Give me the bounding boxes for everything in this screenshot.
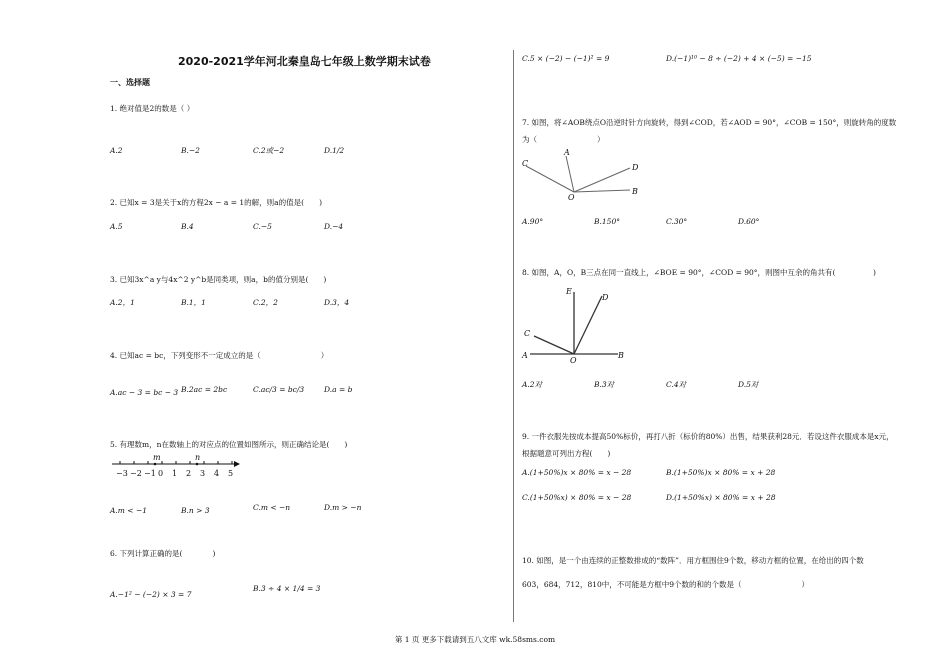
q2-option-b: B.4 — [181, 222, 194, 231]
q8-option-b: B.3对 — [594, 380, 615, 389]
q7-option-a: A.90° — [522, 217, 544, 226]
label-c: C — [522, 159, 529, 168]
point-n — [196, 463, 199, 466]
q9-option-a: A.(1+50%)x × 80% = x − 28 — [522, 468, 632, 477]
rotation-angle-figure — [520, 146, 650, 202]
label-c: C — [524, 329, 531, 338]
label-o: O — [568, 193, 575, 202]
q6-option-d: D.(−1)¹⁰ − 8 ÷ (−2) + 4 × (−5) = −15 — [666, 54, 812, 63]
q4-option-d: D.a = b — [324, 385, 353, 394]
point-m — [154, 463, 157, 466]
axis-tick-label: 2 — [186, 469, 192, 478]
q5-option-c: C.m < −n — [253, 503, 291, 512]
question-5: 5. 有理数m，n在数轴上的对应点的位置如图所示，则正确结论是( ) — [110, 440, 348, 449]
q6-option-a: A.−1² − (−2) × 3 = 7 — [110, 590, 192, 599]
label-d: D — [632, 163, 639, 172]
q1-option-d: D.1/2 — [324, 146, 345, 155]
number-line-arrow — [234, 461, 240, 467]
label-o: O — [570, 356, 577, 365]
q7-option-c: C.30° — [666, 217, 688, 226]
question-6: 6. 下列计算正确的是( ) — [110, 549, 216, 558]
ray-od — [574, 168, 630, 192]
q1-option-c: C.2或−2 — [253, 146, 285, 155]
question-4: 4. 已知ac = bc，下列变形不一定成立的是（ ） — [110, 351, 329, 360]
question-1: 1. 绝对值是2的数是（ ） — [110, 104, 195, 113]
ray-oc — [534, 336, 574, 354]
q7-option-b: B.150° — [594, 217, 620, 226]
page-footer: 第 1 页 更多下载请到五八文库 wk.58sms.com — [394, 635, 556, 644]
q1-option-b: B.−2 — [181, 146, 200, 155]
axis-tick-label: 4 — [214, 469, 220, 478]
question-3: 3. 已知3x^a y与4x^2 y^b是同类项，则a，b的值分别是( ) — [110, 275, 327, 284]
ray-ob — [574, 190, 630, 192]
q4-option-a: A.ac − 3 = bc − 3 — [110, 388, 179, 397]
q5-option-a: A.m < −1 — [110, 506, 148, 515]
q6-option-b: B.3 ÷ 4 × 1/4 = 3 — [253, 584, 321, 593]
question-10-line-1: 10. 如图，是一个由连续的正整数排成的“数阵”．用方框围住9个数，移动方框的位置，在给出的四个数 — [522, 556, 864, 565]
question-9-line-1: 9. 一件衣服先按成本提高50%标价，再打八折（标价的80%）出售，结果获利28元．若设这件衣服成本是x元， — [522, 432, 894, 441]
label-a: A — [564, 148, 570, 157]
q5-option-b: B.n > 3 — [181, 506, 210, 515]
page-title: 2020-2021学年河北秦皇岛七年级上数学期末试卷 — [178, 55, 431, 68]
q6-option-c: C.5 × (−2) − (−1)² = 9 — [522, 54, 610, 63]
axis-tick-label: 3 — [200, 469, 206, 478]
question-7-line-2: 为（ ） — [522, 135, 605, 144]
q2-option-c: C.−5 — [253, 222, 272, 231]
question-9-line-2: 根据题意可列出方程( ) — [522, 449, 611, 458]
axis-tick-label: 0 — [158, 469, 164, 478]
q8-option-d: D.5对 — [738, 380, 759, 389]
section-heading: 一、选择题 — [110, 78, 150, 87]
q5-option-d: D.m > −n — [324, 503, 362, 512]
question-2: 2. 已知x = 3是关于x的方程2x − a = 1的解，则a的值是( ) — [110, 198, 322, 207]
question-8: 8. 如图，A，O，B三点在同一直线上，∠BOE = 90°，∠COD = 90°，则图中互余的角共有( ) — [522, 268, 876, 277]
complementary-angles-figure — [522, 284, 632, 364]
q3-option-a: A.2，1 — [110, 298, 135, 307]
question-10-line-2: 603，684，712，810中，不可能是方框中9个数的和的个数是（ ） — [522, 580, 810, 589]
q3-option-c: C.2，2 — [253, 298, 278, 307]
q4-option-c: C.ac/3 = bc/3 — [253, 385, 305, 394]
point-label-n: n — [195, 453, 201, 462]
q2-option-d: D.−4 — [324, 222, 344, 231]
column-divider — [513, 50, 514, 622]
q4-option-b: B.2ac = 2bc — [181, 385, 228, 394]
label-b: B — [618, 351, 624, 360]
label-d: D — [602, 293, 609, 302]
q7-option-d: D.60° — [738, 217, 760, 226]
axis-tick-label: 1 — [172, 469, 178, 478]
label-b: B — [632, 187, 638, 196]
ray-od — [574, 296, 602, 354]
axis-tick-label: 5 — [228, 469, 234, 478]
axis-tick-label: −1 — [144, 469, 156, 478]
ray-oa — [566, 156, 574, 192]
axis-tick-label: −2 — [130, 469, 142, 478]
q8-option-c: C.4对 — [666, 380, 687, 389]
q3-option-d: D.3，4 — [324, 298, 350, 307]
number-line-figure — [112, 453, 242, 480]
label-a: A — [522, 351, 528, 360]
question-7-line-1: 7. 如图，将∠AOB绕点O沿逆时针方向旋转，得到∠COD，若∠AOD = 90°，∠COB = 150°，则旋转角的度数 — [522, 118, 897, 127]
q9-option-c: C.(1+50%x) × 80% = x − 28 — [522, 493, 632, 502]
ray-oc — [526, 166, 574, 192]
q3-option-b: B.1，1 — [181, 298, 206, 307]
q9-option-b: B.(1+50%)x × 80% = x + 28 — [666, 468, 776, 477]
q2-option-a: A.5 — [110, 222, 123, 231]
point-label-m: m — [153, 453, 161, 462]
label-e: E — [566, 287, 572, 296]
axis-tick-label: −3 — [116, 469, 128, 478]
q9-option-d: D.(1+50%x) × 80% = x + 28 — [666, 493, 776, 502]
q8-option-a: A.2对 — [522, 380, 543, 389]
q1-option-a: A.2 — [110, 146, 123, 155]
